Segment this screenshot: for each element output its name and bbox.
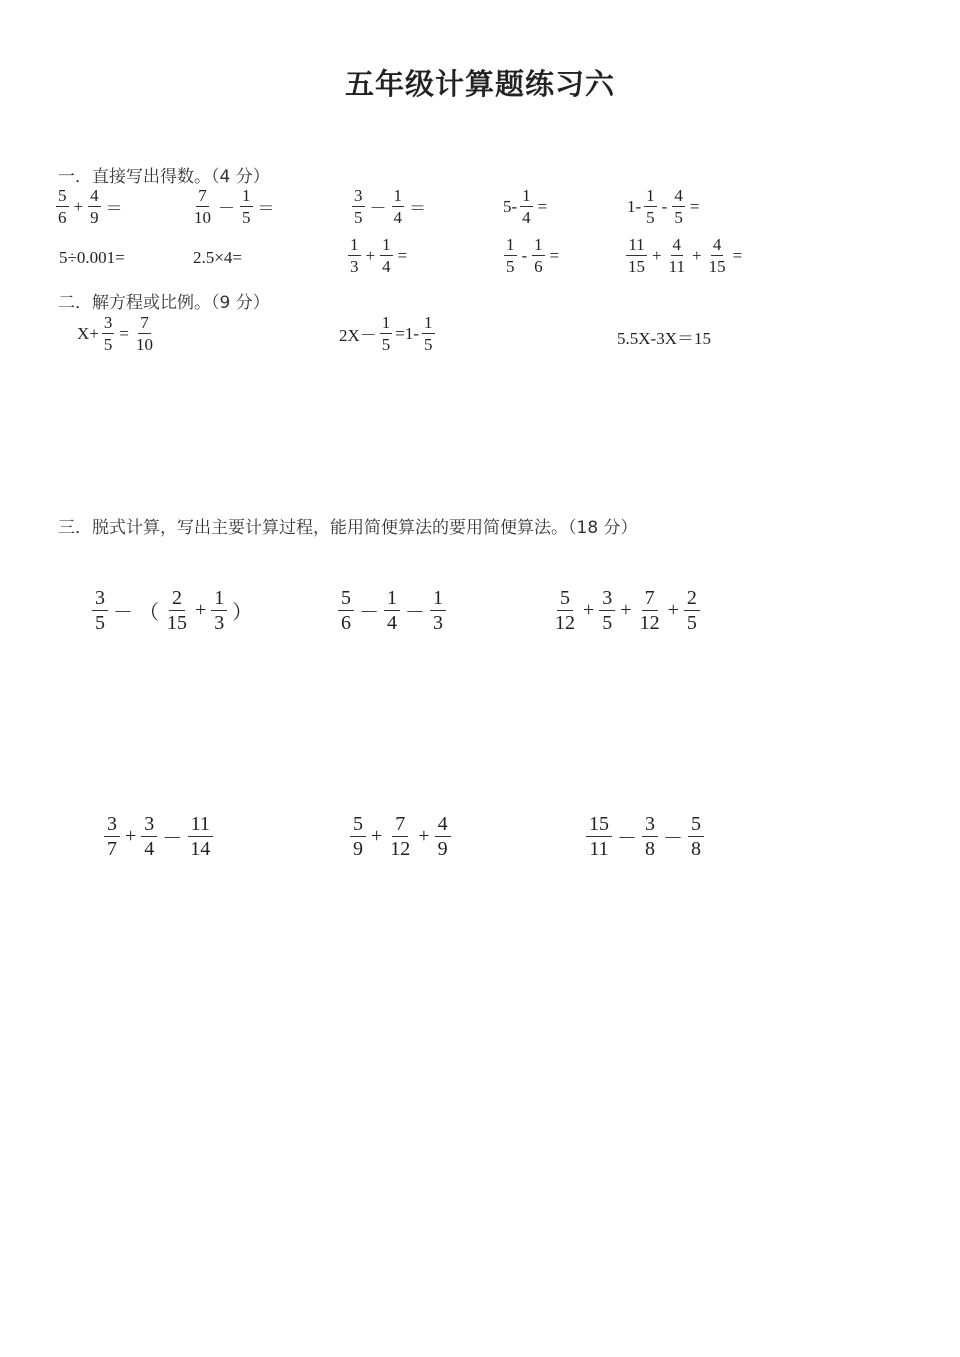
page-title: 五年级计算题练习六 [344, 67, 615, 101]
mental-math-problem [58, 248, 126, 268]
expression-text: 5- [503, 196, 518, 216]
calculation-problem [90, 588, 255, 633]
operator: + [195, 599, 207, 621]
numerator: 1 [424, 313, 433, 332]
operator: ＝ [105, 199, 123, 218]
fraction [520, 187, 533, 226]
denominator: 14 [190, 838, 211, 860]
denominator: 4 [382, 257, 391, 276]
operator: = [119, 323, 129, 343]
numerator: 3 [354, 186, 363, 205]
denominator: 5 [95, 612, 105, 634]
denominator: 9 [437, 838, 448, 860]
denominator: 6 [341, 612, 351, 634]
fraction [642, 814, 658, 859]
fraction [384, 588, 400, 633]
fraction [56, 187, 69, 226]
operator: = [732, 245, 743, 265]
fraction [187, 814, 213, 859]
denominator: 5 [686, 612, 697, 634]
denominator: 4 [144, 838, 155, 860]
operator: － [617, 828, 637, 850]
numerator: 5 [338, 588, 354, 611]
denominator: 4 [522, 208, 531, 227]
mental-math-problem [190, 187, 278, 226]
numerator: 4 [90, 186, 99, 205]
operator: － [359, 602, 379, 624]
denominator: 5 [381, 335, 391, 354]
section1-heading: 一．直接写出得数。（4 分） [58, 167, 270, 187]
mental-math-problem [192, 248, 243, 268]
calculation-problem [348, 814, 453, 859]
operator: = [537, 196, 548, 216]
denominator: 3 [350, 257, 359, 276]
numerator: 1 [534, 235, 543, 254]
operator: ） [232, 602, 253, 624]
operator: = [689, 196, 700, 216]
denominator: 7 [107, 838, 117, 860]
denominator: 10 [135, 335, 153, 354]
numerator: 1 [350, 235, 359, 254]
operator: - [521, 245, 528, 265]
numerator: 4 [672, 235, 682, 254]
operator: + [125, 825, 137, 847]
operator: + [691, 245, 702, 265]
denominator: 3 [214, 612, 225, 634]
numerator: 1 [381, 313, 391, 332]
denominator: 3 [433, 612, 443, 634]
denominator: 6 [58, 208, 67, 227]
calculation-problem [336, 588, 448, 633]
fraction [380, 314, 393, 353]
numerator: 5 [688, 814, 704, 837]
section3-heading: 三．脱式计算，写出主要计算过程，能用简便算法的要用简便算法。（18 分） [58, 518, 638, 538]
calculation-problem [102, 814, 215, 859]
fraction [240, 187, 253, 226]
fraction [684, 588, 700, 633]
operator: － [162, 828, 183, 850]
fraction [707, 236, 728, 275]
numerator: 1 [242, 186, 251, 205]
denominator: 5 [242, 208, 251, 227]
numerator: 1 [646, 186, 655, 205]
numerator: 4 [435, 814, 451, 837]
denominator: 11 [668, 257, 685, 276]
equation-problem [76, 314, 157, 353]
fraction [688, 814, 704, 859]
fraction [626, 236, 647, 275]
operator: - [661, 196, 668, 216]
numerator: 11 [188, 814, 213, 837]
denominator: 8 [645, 838, 655, 860]
fraction [141, 814, 157, 859]
numerator: 5 [58, 186, 67, 205]
numerator: 7 [392, 814, 408, 837]
operator: + [652, 245, 662, 265]
denominator: 5 [103, 335, 113, 354]
operator: + [73, 196, 84, 216]
numerator: 1 [382, 235, 391, 254]
denominator: 12 [639, 612, 660, 634]
numerator: 5 [350, 814, 366, 837]
denominator: 15 [628, 257, 645, 276]
fraction [422, 314, 435, 353]
mental-math-problem [502, 236, 562, 275]
denominator: 12 [555, 612, 575, 634]
fraction [392, 187, 405, 226]
fraction [586, 814, 612, 859]
fraction [348, 236, 361, 275]
denominator: 9 [353, 838, 363, 860]
operator: + [418, 825, 430, 847]
mental-math-problem [626, 187, 702, 226]
operator: ＝ [257, 199, 275, 218]
fraction [672, 187, 685, 226]
operator: = [397, 245, 408, 265]
fraction [387, 814, 413, 859]
fraction [637, 588, 663, 633]
denominator: 5 [646, 208, 655, 227]
numerator: 1 [522, 186, 531, 205]
fraction [380, 236, 393, 275]
expression-text: 5÷0.001= [59, 248, 125, 267]
numerator: 4 [674, 186, 683, 205]
denominator: 9 [90, 208, 99, 227]
numerator: 1 [211, 588, 227, 611]
expression-text: 2.5×4= [193, 248, 242, 267]
numerator: 11 [628, 235, 645, 254]
fraction [430, 588, 446, 633]
denominator: 5 [354, 208, 363, 227]
numerator: 3 [103, 313, 113, 332]
fraction [504, 236, 517, 275]
mental-math-problem [346, 236, 410, 275]
operator: － [405, 602, 425, 624]
denominator: 5 [674, 208, 683, 227]
operator: + [620, 599, 632, 621]
expression-text: =1- [395, 323, 420, 343]
section2-heading: 二．解方程或比例。（9 分） [58, 293, 270, 313]
operator: － [369, 199, 387, 218]
operator: － [663, 828, 683, 850]
fraction [667, 236, 687, 275]
denominator: 4 [387, 612, 397, 634]
operator: + [583, 599, 595, 621]
mental-math-problem [54, 187, 126, 226]
operator: － [218, 199, 235, 218]
operator: － [113, 602, 133, 624]
expression-text: 2X－ [339, 326, 377, 345]
fraction [88, 187, 101, 226]
fraction [211, 588, 227, 633]
equation-problem [338, 314, 437, 353]
operator: + [371, 825, 383, 847]
expression-text: X+ [77, 323, 99, 343]
operator: + [365, 245, 376, 265]
denominator: 6 [534, 257, 543, 276]
numerator: 1 [393, 186, 402, 205]
denominator: 8 [691, 838, 701, 860]
numerator: 3 [599, 588, 615, 611]
operator: + [667, 599, 679, 621]
numerator: 2 [169, 588, 185, 611]
fraction [352, 187, 365, 226]
fraction [92, 588, 108, 633]
denominator: 5 [506, 257, 515, 276]
operator: ＝ [409, 199, 426, 218]
numerator: 5 [557, 588, 573, 611]
denominator: 5 [424, 335, 433, 354]
denominator: 15 [167, 612, 187, 634]
calculation-problem [550, 588, 702, 633]
numerator: 3 [92, 588, 108, 611]
mental-math-problem [502, 187, 550, 226]
fraction [134, 314, 155, 353]
denominator: 10 [194, 208, 211, 227]
mental-math-problem [624, 236, 745, 275]
numerator: 3 [642, 814, 658, 837]
denominator: 12 [390, 838, 411, 860]
calculation-problem [584, 814, 706, 859]
numerator: 7 [140, 313, 149, 332]
numerator: 3 [141, 814, 157, 837]
denominator: 5 [602, 612, 613, 634]
fraction [338, 588, 354, 633]
fraction [350, 814, 366, 859]
fraction [435, 814, 451, 859]
numerator: 2 [684, 588, 700, 611]
numerator: 4 [712, 235, 722, 254]
fraction [102, 314, 115, 353]
fraction [552, 588, 578, 633]
operator: （ [139, 602, 159, 624]
mental-math-problem [350, 187, 429, 226]
fraction [644, 187, 657, 226]
denominator: 15 [708, 257, 726, 276]
fraction [532, 236, 545, 275]
fraction [104, 814, 120, 859]
numerator: 7 [198, 186, 207, 205]
numerator: 15 [586, 814, 612, 837]
operator: = [549, 245, 560, 265]
numerator: 7 [642, 588, 658, 611]
denominator: 11 [589, 838, 609, 860]
equation-problem [616, 324, 712, 349]
expression-text: 5.5X-3X＝15 [617, 329, 711, 348]
fraction [192, 187, 213, 226]
numerator: 3 [104, 814, 120, 837]
numerator: 1 [506, 235, 515, 254]
numerator: 1 [430, 588, 446, 611]
fraction [164, 588, 190, 633]
expression-text: 1- [627, 196, 642, 216]
numerator: 1 [384, 588, 400, 611]
fraction [599, 588, 615, 633]
denominator: 4 [393, 208, 402, 227]
